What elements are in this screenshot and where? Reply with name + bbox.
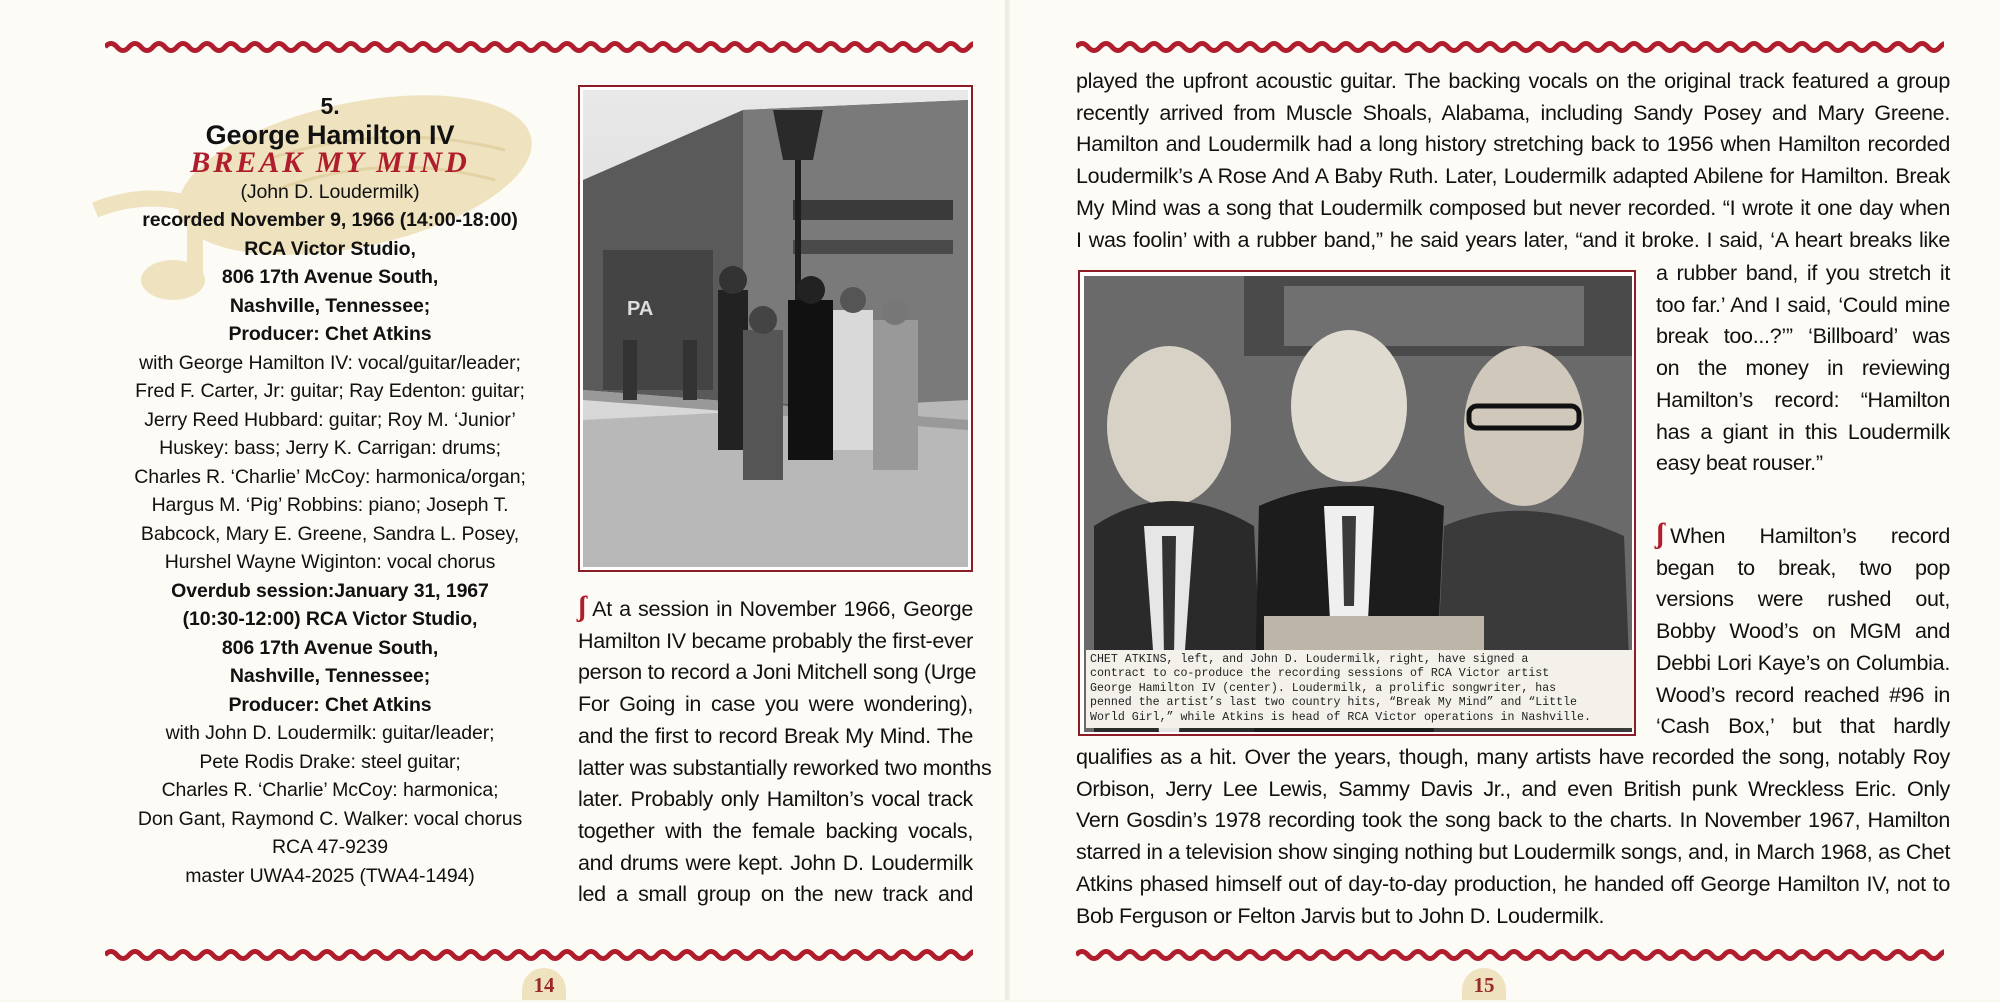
body-line: played the upfront acoustic guitar. The backing vocals on the original track featured a group: [1076, 69, 1950, 93]
overdub-session: Overdub session:January 31, 1967: [171, 579, 489, 602]
decorative-wave-border: [1076, 946, 1944, 964]
body-line: too far.’ And I said, ‘Could mine: [1656, 292, 1950, 317]
article-body-left: [578, 592, 992, 911]
recording-date: recorded November 9, 1966 (14:00-18:00): [142, 209, 518, 231]
overdub-city: Nashville, Tennessee;: [229, 665, 431, 687]
page-number: 15: [1462, 968, 1506, 1000]
musician-line: Hargus M. ‘Pig’ Robbins: piano; Joseph T.: [151, 494, 509, 516]
photo-sign-text: PA: [627, 298, 654, 320]
musician-line: Pete Rodis Drake: steel guitar;: [199, 750, 461, 773]
body-line: For Going in case you were wondering),: [578, 692, 973, 717]
article-body-bottom: [1076, 742, 1950, 932]
body-line: has a giant in this Loudermilk: [1656, 419, 1950, 444]
photo-caption: [1086, 650, 1634, 729]
musician-line: Jerry Reed Hubbard: guitar; Roy M. ‘Junior’: [144, 408, 516, 431]
body-line: qualifies as a hit. Over the years, though, many artists have recorded the song, notably Roy: [1076, 745, 1950, 769]
body-line: starred in a television show singing nothing but Loudermilk songs, and, in March 1968, as Chet: [1076, 840, 1951, 865]
page-number: 14: [522, 968, 566, 1000]
overdub-address: 806 17th Avenue South,: [221, 636, 439, 659]
body-line: later. Probably only Hamilton’s vocal track: [578, 787, 973, 812]
musician-line: with George Hamilton IV: vocal/guitar/leader;: [139, 351, 521, 374]
track-credits: [100, 92, 560, 890]
decorative-wave-border: [105, 38, 973, 56]
body-line: break too...?’” ‘Billboard’ was: [1656, 324, 1950, 349]
studio-city: Nashville, Tennessee;: [229, 294, 431, 317]
body-line: person to record a Joni Mitchell song (Urge: [578, 660, 977, 685]
overdub-time: (10:30-12:00) RCA Victor Studio,: [182, 608, 478, 630]
body-line: and the first to record Break My Mind. The: [578, 723, 973, 748]
writer-credit: (John D. Loudermilk): [240, 180, 420, 203]
musician-line: Charles R. ‘Charlie’ McCoy: harmonica/organ;: [134, 465, 526, 488]
body-line: Bobby Wood’s on MGM and: [1656, 619, 1950, 644]
caption-line: George Hamilton IV (center). Loudermilk, a prolific songwriter, has: [1090, 681, 1557, 695]
caption-line: World Girl,” while Atkins is head of RCA Victor operations in Nashville.: [1090, 710, 1591, 724]
body-line: together with the female backing vocals,: [578, 818, 973, 843]
musician-line: Charles R. ‘Charlie’ McCoy: harmonica;: [161, 779, 499, 801]
body-line: ʃ When Hamilton’s record: [1656, 519, 1950, 550]
body-line: versions were rushed out,: [1656, 587, 1950, 612]
studio-name: RCA Victor Studio,: [244, 237, 416, 260]
body-line: and drums were kept. John D. Loudermilk: [578, 850, 973, 875]
body-line: on the money in reviewing: [1656, 356, 1950, 381]
body-line: Bob Ferguson or Felton Jarvis but to John D. Loudermilk.: [1076, 903, 1605, 928]
producer-credit: Producer: Chet Atkins: [228, 323, 432, 345]
section-marker-icon: ʃ: [578, 592, 587, 623]
track-number: 5.: [320, 93, 340, 119]
catalog-number: RCA 47-9239: [272, 836, 388, 858]
article-body-top: [1076, 66, 1950, 256]
street-photo: [578, 85, 973, 572]
body-line: Hamilton and Loudermilk had a long history stretching back to 1956 when Hamilton recorded: [1076, 132, 1950, 157]
master-number: master UWA4-2025 (TWA4-1494): [185, 864, 475, 887]
body-line: recently arrived from Muscle Shoals, Alabama, including Sandy Posey and Mary Greene.: [1076, 100, 1950, 125]
section-marker-icon: ʃ: [1656, 519, 1665, 550]
article-body-side-1: [1656, 258, 1950, 480]
musician-line: with John D. Loudermilk: guitar/leader;: [165, 722, 495, 744]
body-line: ‘Cash Box,’ but that hardly: [1656, 714, 1950, 739]
caption-line: penned the artist’s last two country hits, “Break My Mind” and “Little: [1090, 696, 1578, 709]
caption-line: contract to co-produce the recording sessions of RCA Victor artist: [1090, 667, 1550, 680]
artist-name: George Hamilton IV: [205, 119, 455, 150]
decorative-wave-border: [105, 946, 973, 964]
body-line: ʃ At a session in November 1966, George: [578, 592, 973, 623]
musician-line: Babcock, Mary E. Greene, Sandra L. Posey,: [140, 522, 520, 545]
body-line: a rubber band, if you stretch it: [1656, 261, 1950, 285]
body-line: Hamilton’s record: “Hamilton: [1656, 387, 1950, 412]
article-body-side-2: [1656, 519, 1950, 743]
body-line: I was foolin’ with a rubber band,” he said years later, “and it broke. I said, ‘A heart breaks like: [1076, 227, 1950, 252]
body-line: Debbi Lori Kaye’s on Columbia.: [1656, 650, 1950, 675]
song-title: BREAK MY MIND: [190, 146, 470, 179]
musician-line: Don Gant, Raymond C. Walker: vocal chorus: [137, 807, 523, 830]
musician-line: Hurshel Wayne Wiginton: vocal chorus: [164, 551, 496, 573]
newspaper-clipping-photo: [1078, 270, 1636, 736]
overdub-producer: Producer: Chet Atkins: [228, 693, 432, 716]
body-line: Atkins phased himself out of day-to-day production, he handed off George Hamilton IV, not to: [1076, 871, 1950, 896]
decorative-wave-border: [1076, 38, 1944, 56]
studio-address: 806 17th Avenue South,: [221, 266, 439, 288]
caption-line: CHET ATKINS, left, and John D. Loudermilk, right, have signed a: [1090, 652, 1529, 666]
body-line: Loudermilk’s A Rose And A Baby Ruth. Later, Loudermilk adapted Abilene for Hamilton. Break: [1076, 164, 1950, 189]
musician-line: Huskey: bass; Jerry K. Carrigan: drums;: [159, 437, 501, 459]
body-line: Vern Gosdin’s 1978 recording took the song back to the charts. In November 1967, Hamilton: [1076, 808, 1950, 833]
body-line: My Mind was a song that Loudermilk composed but never recorded. “I wrote it one day when: [1076, 195, 1950, 220]
body-line: began to break, two pop: [1656, 555, 1950, 580]
body-line: easy beat rouser.”: [1656, 451, 1823, 476]
body-line: led a small group on the new track and: [578, 882, 973, 907]
body-line: Orbison, Jerry Lee Lewis, Sammy Davis Jr., and even British punk Wreckless Eric. Only: [1076, 776, 1950, 801]
body-line: latter was substantially reworked two months: [578, 755, 992, 780]
body-line: Hamilton IV became probably the first-ever: [578, 628, 973, 653]
musician-line: Fred F. Carter, Jr: guitar; Ray Edenton: guitar;: [135, 380, 525, 402]
body-line: Wood’s record reached #96 in: [1656, 682, 1950, 707]
